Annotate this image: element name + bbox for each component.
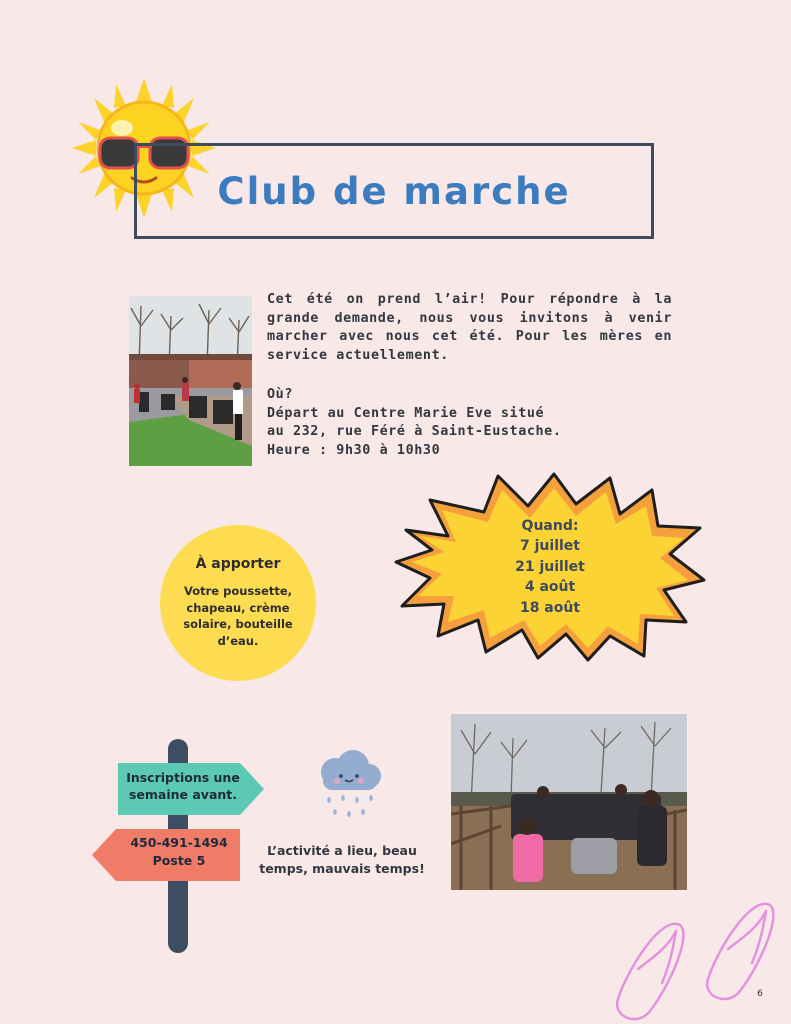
what-to-bring-list: Votre poussette, chapeau, crème solaire, bouteille d’eau. — [183, 584, 293, 648]
location-line-1: Départ au Centre Marie Eve situé — [267, 405, 545, 421]
page-number: 6 — [757, 989, 763, 999]
location-details — [267, 386, 687, 460]
page-title: Club de marche — [217, 169, 571, 213]
what-to-bring-title: À apporter — [195, 556, 281, 572]
phone-extension: Poste 5 — [152, 853, 206, 868]
when-label: Quand: — [521, 518, 579, 534]
date-item: 21 juillet — [515, 558, 585, 575]
location-line-2: au 232, rue Féré à Saint-Eustache. — [267, 424, 562, 439]
intro-paragraph: Cet été on prend l’air! Pour répondre à la grande demande, nous vous invitons à venir marcher avec nous cet été. Pour les mères en service actuellement. — [267, 292, 672, 363]
date-item: 4 août — [524, 579, 576, 595]
date-item: 18 août — [519, 599, 581, 616]
location-label: Où? — [267, 387, 293, 402]
weather-note: L’activité a lieu, beau temps, mauvais temps! — [259, 843, 425, 876]
group-bridge-photo — [451, 714, 687, 890]
contact-info — [118, 834, 240, 870]
flip-flops-icon — [610, 895, 785, 1023]
time-line: Heure : 9h30 à 10h30 — [267, 442, 441, 458]
phone-number: 450-491-1494 — [130, 835, 228, 850]
date-item: 7 juillet — [520, 538, 580, 554]
registration-note: Inscriptions une semaine avant. — [126, 770, 240, 802]
walking-group-photo — [129, 296, 252, 466]
rain-cloud-icon — [313, 748, 385, 828]
dates-block — [470, 517, 630, 618]
